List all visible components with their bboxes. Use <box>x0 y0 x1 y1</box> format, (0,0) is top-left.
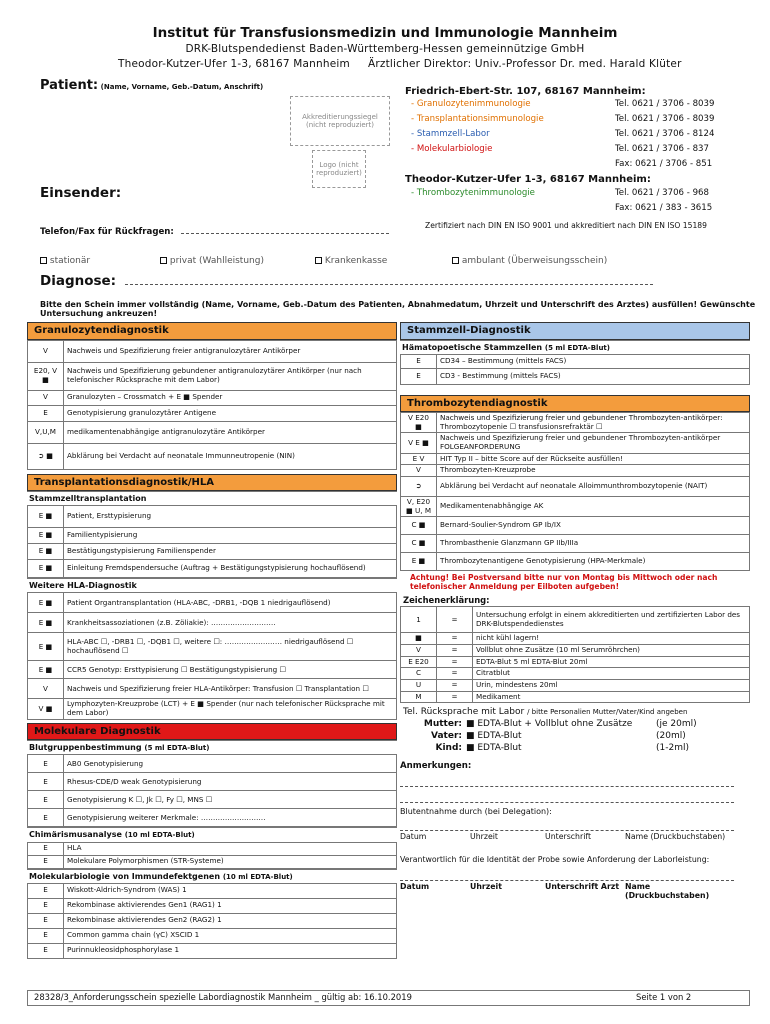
table-row[interactable] <box>28 362 397 390</box>
contact-thrombo: - Thrombozytenimmunologie <box>411 188 535 198</box>
table-row[interactable] <box>401 535 750 553</box>
row-text: CCR5 Genotyp: Ersttypisierung ☐ Bestätigungstypisierung ☐ <box>64 661 397 679</box>
table-row[interactable] <box>401 368 750 384</box>
accreditation-seal-placeholder: Akkreditierungssiegel (nicht reproduziert) <box>290 96 390 146</box>
row-code: E ■ <box>28 661 64 679</box>
row-code: E <box>28 791 64 809</box>
row-code: E ■ <box>28 560 64 578</box>
row-code: E <box>28 405 64 421</box>
rueck-amount: (je 20ml) <box>656 718 697 729</box>
table-row[interactable] <box>28 883 397 898</box>
legend-table <box>400 606 750 703</box>
granulo-header: Granulozytendiagnostik <box>27 322 397 340</box>
row-code: V <box>28 340 64 362</box>
row-text: Krankheitsassoziationen (z.B. Zöliakie): ……………………… <box>64 613 397 633</box>
row-text: Wiskott-Aldrich-Syndrom (WAS) 1 <box>64 883 397 898</box>
status-label: privat (Wahlleistung) <box>169 256 264 266</box>
certification-note: Zertifiziert nach DIN EN ISO 9001 und akkreditiert nach DIN EN ISO 15189 <box>425 221 707 230</box>
legend-eq: = <box>437 633 473 645</box>
row-code: V <box>28 390 64 405</box>
legend-row <box>401 679 750 691</box>
table-row[interactable] <box>28 421 397 443</box>
table-row[interactable] <box>28 679 397 699</box>
mol-table-1 <box>27 754 397 827</box>
row-code: E20, V ■ <box>28 362 64 390</box>
row-text: Einleitung Fremdspendersuche (Auftrag + Bestätigungstypisierung hochauflösend) <box>64 560 397 578</box>
table-row[interactable] <box>28 755 397 773</box>
thrombo-header: Thrombozytendiagnostik <box>400 395 750 413</box>
table-row[interactable] <box>28 613 397 633</box>
transplant-sub2: Weitere HLA-Diagnostik <box>27 578 397 592</box>
row-code: E ■ <box>28 506 64 528</box>
row-text: Patient, Ersttypisierung <box>64 506 397 528</box>
row-text: HIT Typ II – bitte Score auf der Rückseite ausfüllen! <box>437 453 750 465</box>
status-label: stationär <box>49 256 91 266</box>
legend-title: Zeichenerklärung: <box>403 594 490 605</box>
legend-row <box>401 645 750 657</box>
legend-sym: ■ <box>401 633 437 645</box>
patient-block[interactable] <box>40 79 263 94</box>
anmerk-label: Anmerkungen: <box>400 760 472 771</box>
row-text: Purinnukleosidphosphorylase 1 <box>64 943 397 958</box>
table-row[interactable] <box>28 661 397 679</box>
left-column <box>27 322 397 959</box>
row-code: V <box>28 679 64 699</box>
organization-logo-placeholder: Logo (nicht reproduziert) <box>312 150 366 188</box>
table-row[interactable] <box>28 928 397 943</box>
table-row[interactable] <box>401 465 750 477</box>
sig-labels-2 <box>400 883 750 901</box>
table-row[interactable] <box>28 633 397 661</box>
blut-label: Blutentnahme durch (bei Delegation): <box>400 807 552 817</box>
sig-labels-1 <box>400 833 750 842</box>
legend-sym: E E20 <box>401 656 437 668</box>
row-text: Nachweis und Spezifizierung freier und gebundener Thrombozyten-antikörper: Thrombozytopenie ☐ transfusionsrefraktär ☐ <box>437 413 750 433</box>
molekular-header: Molekulare Diagnostik <box>27 723 397 741</box>
stamm-sub: Hämatopoetische Stammzellen (5 ml EDTA-Blut) <box>400 340 750 354</box>
granulo-table <box>27 340 397 470</box>
transplant-table-1 <box>27 505 397 578</box>
table-row[interactable] <box>28 560 397 578</box>
row-code: V,U,M <box>28 421 64 443</box>
legend-text: Citratblut <box>473 668 750 680</box>
contact-address-2: Theodor-Kutzer-Ufer 1-3, 68167 Mannheim: <box>405 174 651 185</box>
row-code: V <box>401 465 437 477</box>
table-row[interactable] <box>401 354 750 368</box>
row-text: CD3 - Bestimmung (mittels FACS) <box>437 368 750 384</box>
row-text: Abklärung bei Verdacht auf neonatale Immunneutropenie (NIN) <box>64 443 397 469</box>
status-label: ambulant (Überweisungsschein) <box>461 256 608 266</box>
rueck-amount: (20ml) <box>656 730 686 741</box>
table-row[interactable] <box>28 913 397 928</box>
diagnose-field[interactable] <box>40 274 653 290</box>
row-text: Nachweis und Spezifizierung freier HLA-Antikörper: Transfusion ☐ Transplantation ☐ <box>64 679 397 699</box>
row-text: Molekulare Polymorphismen (STR-Systeme) <box>64 855 397 868</box>
right-column <box>400 322 750 900</box>
legend-eq: = <box>437 645 473 657</box>
table-row[interactable] <box>401 477 750 497</box>
row-code: E ■ <box>28 633 64 661</box>
rueck-what: ■ EDTA-Blut <box>466 742 522 753</box>
patient-label: Patient: <box>40 78 99 93</box>
row-code: V E20 ■ <box>401 413 437 433</box>
table-row[interactable] <box>28 855 397 868</box>
row-text: Rekombinase aktivierendes Gen1 (RAG1) 1 <box>64 898 397 913</box>
table-row[interactable] <box>28 699 397 719</box>
rueck-row <box>404 718 750 730</box>
signature-label: Datum <box>400 831 427 841</box>
signature-label: Unterschrift <box>545 831 592 841</box>
verant-label: Verantwortlich für die Identität der Probe sowie Anforderung der Laborleistung: <box>400 854 710 864</box>
legend-row <box>401 633 750 645</box>
row-code: E <box>28 809 64 827</box>
row-code: E <box>28 883 64 898</box>
rueck-what: ■ EDTA-Blut <box>466 730 522 741</box>
contact-granulo: - Granulozytenimmunologie <box>411 99 531 109</box>
verant-sig-line[interactable] <box>400 865 734 881</box>
status-label: Krankenkasse <box>324 256 388 266</box>
sender-label: Einsender: <box>40 185 122 201</box>
blut-sig-line[interactable] <box>400 817 734 831</box>
signature-label: Unterschrift Arzt <box>545 881 620 891</box>
row-text: AB0 Genotypisierung <box>64 755 397 773</box>
rueck-who: Mutter: <box>423 718 462 729</box>
legend-sym: U <box>401 679 437 691</box>
row-code: V, E20 ■ U, M <box>401 497 437 517</box>
contact-molekular: - Molekularbiologie <box>411 144 493 154</box>
rueck-amount: (1-2ml) <box>656 742 689 753</box>
checkbox-icon[interactable] <box>160 257 167 264</box>
table-row[interactable] <box>28 809 397 827</box>
row-text: Granulozyten – Crossmatch + E ■ Spender <box>64 390 397 405</box>
director: Ärztlicher Direktor: Univ.-Professor Dr. med. Harald Klüter <box>368 58 682 70</box>
legend-row <box>401 607 750 633</box>
checkbox-icon[interactable] <box>315 257 322 264</box>
row-text: Rhesus-CDE/D weak Genotypisierung <box>64 773 397 791</box>
molekular-sub1: Blutgruppenbestimmung (5 ml EDTA-Blut) <box>27 740 397 754</box>
row-text: Bernard-Soulier-Syndrom GP Ib/IX <box>437 517 750 535</box>
signature-label: Uhrzeit <box>470 881 502 891</box>
rueck-title: Tel. Rücksprache mit Labor / bitte Personalien Mutter/Vater/Kind angeben <box>403 707 688 718</box>
row-text: Familientypisierung <box>64 528 397 544</box>
table-row[interactable] <box>401 497 750 517</box>
table-row[interactable] <box>401 413 750 433</box>
legend-eq: = <box>437 607 473 633</box>
row-code: E V <box>401 453 437 465</box>
row-text: Bestätigungstypisierung Familienspender <box>64 544 397 560</box>
row-text: Common gamma chain (γC) XSCID 1 <box>64 928 397 943</box>
rueck-what: ■ EDTA-Blut + Vollblut ohne Zusätze <box>466 718 633 729</box>
row-code: E <box>28 855 64 868</box>
contact-thrombo-phone: Tel. 0621 / 3706 - 968 <box>615 188 709 198</box>
table-row[interactable] <box>28 340 397 362</box>
transplant-sub1: Stammzelltransplantation <box>27 491 397 505</box>
rueck-who: Vater: <box>431 730 462 741</box>
legend-text: Medikament <box>473 691 750 703</box>
row-text: Medikamentenabhängige AK <box>437 497 750 517</box>
legend-eq: = <box>437 656 473 668</box>
table-row[interactable] <box>28 773 397 791</box>
row-code: E <box>28 755 64 773</box>
checkbox-icon[interactable] <box>40 257 47 264</box>
molekular-sub3: Molekularbiologie von Immundefektgenen (10 ml EDTA-Blut) <box>27 869 397 883</box>
legend-eq: = <box>437 679 473 691</box>
row-code: E ■ <box>28 528 64 544</box>
row-text: Abklärung bei Verdacht auf neonatale Alloimmunthrombozytopenie (NAIT) <box>437 477 750 497</box>
status-privat[interactable] <box>160 256 264 266</box>
footer-right: Seite 1 von 2 <box>636 992 692 1002</box>
rueck-row <box>404 730 750 742</box>
mol-table-3 <box>27 883 397 959</box>
transplant-header: Transplantationsdiagnostik/HLA <box>27 474 397 492</box>
row-text: Nachweis und Spezifizierung freier und gebundener Thrombozyten-antikörper FOLGEANFORDERUNG <box>437 433 750 453</box>
table-row[interactable] <box>28 593 397 613</box>
checkbox-icon[interactable] <box>452 257 459 264</box>
contact-granulo-phone: Tel. 0621 / 3706 - 8039 <box>615 99 715 109</box>
contact-transplant: - Transplantationsimmunologie <box>411 114 544 124</box>
row-code: E <box>28 773 64 791</box>
contact-stammzell-phone: Tel. 0621 / 3706 - 8124 <box>615 129 715 139</box>
row-code: E <box>28 943 64 958</box>
legend-eq: = <box>437 691 473 703</box>
legend-sym: M <box>401 691 437 703</box>
table-row[interactable] <box>28 791 397 809</box>
signature-label: Name (Druckbuchstaben) <box>625 881 710 900</box>
row-code: E <box>28 913 64 928</box>
contact-stammzell: - Stammzell-Labor <box>411 129 490 139</box>
legend-eq: = <box>437 668 473 680</box>
signature-label: Name (Druckbuchstaben) <box>625 831 726 841</box>
rueck-row <box>404 742 750 754</box>
stamm-table <box>400 354 750 385</box>
row-code: E <box>28 898 64 913</box>
status-ambulant[interactable] <box>452 256 607 266</box>
row-text: HLA-ABC ☐, -DRB1 ☐, -DQB1 ☐, weitere ☐: …………………… niedrigauflösend ☐ hochauflösend ☐ <box>64 633 397 661</box>
table-row[interactable] <box>28 943 397 958</box>
row-text: Genotypisierung weiterer Merkmale: ……………………… <box>64 809 397 827</box>
anmerk-line-2[interactable] <box>400 787 734 803</box>
transplant-table-2 <box>27 592 397 719</box>
anmerk-line-1[interactable] <box>400 771 734 787</box>
thrombo-warning: Achtung! Bei Postversand bitte nur von Montag bis Mittwoch oder nach telefonischer Anmeldung per Eilboten aufgeben! <box>410 573 718 592</box>
row-text: Genotypisierung granulozytärer Antigene <box>64 405 397 421</box>
legend-sym: 1 <box>401 607 437 633</box>
row-code: E ■ <box>28 544 64 560</box>
row-code: E <box>28 928 64 943</box>
row-text: Patient Organtransplantation (HLA-ABC, -DRB1, -DQB 1 niedrigauflösend) <box>64 593 397 613</box>
status-krankenkasse[interactable] <box>315 256 387 266</box>
table-row[interactable] <box>28 842 397 855</box>
rueck-rows <box>400 718 750 754</box>
molekular-sub2: Chimärismusanalyse (10 ml EDTA-Blut) <box>27 827 397 841</box>
signature-label: Datum <box>400 881 430 891</box>
row-text: Lymphozyten-Kreuzprobe (LCT) + E ■ Spender (nur nach telefonischer Rücksprache mit dem Labor) <box>64 699 397 719</box>
legend-sym: C <box>401 668 437 680</box>
legend-text: EDTA-Blut 5 ml EDTA-Blut 20ml <box>473 656 750 668</box>
table-row[interactable] <box>401 517 750 535</box>
table-row[interactable] <box>401 453 750 465</box>
org-line: DRK-Blutspendedienst Baden-Württemberg-Hessen gemeinnützige GmbH <box>185 43 585 55</box>
patient-hint: (Name, Vorname, Geb.-Datum, Anschrift) <box>100 83 264 91</box>
legend-row <box>401 656 750 668</box>
contact-transplant-phone: Tel. 0621 / 3706 - 8039 <box>615 114 715 124</box>
legend-text: Vollblut ohne Zusätze (10 ml Serumröhrchen) <box>473 645 750 657</box>
row-text: Genotypisierung K ☐, Jk ☐, Fy ☐, MNS ☐ <box>64 791 397 809</box>
table-row[interactable] <box>28 506 397 528</box>
row-text: Thrombozyten-Kreuzprobe <box>437 465 750 477</box>
row-text: HLA <box>64 842 397 855</box>
diagnose-label: Diagnose: <box>40 273 117 289</box>
table-row[interactable] <box>28 898 397 913</box>
legend-sym: V <box>401 645 437 657</box>
status-stationaer[interactable] <box>40 256 90 266</box>
row-code: C ■ <box>401 535 437 553</box>
legend-text: nicht kühl lagern! <box>473 633 750 645</box>
signature-label: Uhrzeit <box>470 831 498 841</box>
table-row[interactable] <box>401 553 750 571</box>
row-code: ➲ <box>401 477 437 497</box>
row-code: ➲ ■ <box>28 443 64 469</box>
table-row[interactable] <box>28 443 397 469</box>
row-code: E ■ <box>28 593 64 613</box>
row-code: E <box>401 354 437 368</box>
sender-phone-field[interactable] <box>40 226 389 238</box>
row-text: Thrombozytenantigene Genotypisierung (HPA-Merkmale) <box>437 553 750 571</box>
table-row[interactable] <box>28 390 397 405</box>
table-row[interactable] <box>401 433 750 453</box>
legend-text: Untersuchung erfolgt in einem akkreditierten und zertifizierten Labor des DRK-Blutspendedienstes <box>473 607 750 633</box>
org-address: Theodor-Kutzer-Ufer 1-3, 68167 Mannheim <box>118 58 350 70</box>
row-code: E <box>28 842 64 855</box>
row-code: V E ■ <box>401 433 437 453</box>
row-code: E <box>401 368 437 384</box>
legend-text: Urin, mindestens 20ml <box>473 679 750 691</box>
contact-fax-1: Fax: 0621 / 3706 - 851 <box>615 159 713 169</box>
thrombo-table <box>400 412 750 571</box>
page-title: Institut für Transfusionsmedizin und Immunologie Mannheim <box>152 25 618 41</box>
table-row[interactable] <box>28 405 397 421</box>
row-text: Thrombasthenie Glanzmann GP IIb/IIIa <box>437 535 750 553</box>
rueck-who: Kind: <box>435 742 462 753</box>
row-text: Nachweis und Spezifizierung freier antigranulozytärer Antikörper <box>64 340 397 362</box>
contact-fax-2: Fax: 0621 / 383 - 3615 <box>615 203 713 213</box>
row-text: Nachweis und Spezifizierung gebundener antigranulozytärer Antikörper (nur nach telefonischer Rücksprache mit dem Labor) <box>64 362 397 390</box>
row-text: Rekombinase aktivierendes Gen2 (RAG2) 1 <box>64 913 397 928</box>
sender-phone-label: Telefon/Fax für Rückfragen: <box>40 227 174 237</box>
row-code: V ■ <box>28 699 64 719</box>
contact-molekular-phone: Tel. 0621 / 3706 - 837 <box>615 144 709 154</box>
row-code: E ■ <box>401 553 437 571</box>
footer-left: 28328/3_Anforderungsschein spezielle Labordiagnostik Mannheim _ gültig ab: 16.10.2019 <box>34 992 412 1002</box>
mol-table-2 <box>27 842 397 869</box>
form-notice: Bitte den Schein immer vollständig (Name, Vorname, Geb.-Datum des Patienten, Abnahmedatum, Uhrzeit und Unterschrift des Arztes) ausfüllen! Gewünschte Untersuchung ankreuzen! <box>40 300 756 319</box>
stamm-header: Stammzell-Diagnostik <box>400 322 750 340</box>
row-text: CD34 – Bestimmung (mittels FACS) <box>437 354 750 368</box>
row-code: E ■ <box>28 613 64 633</box>
row-text: medikamentenabhängige antigranulozytäre Antikörper <box>64 421 397 443</box>
legend-row <box>401 668 750 680</box>
legend-row <box>401 691 750 703</box>
table-row[interactable] <box>28 544 397 560</box>
table-row[interactable] <box>28 528 397 544</box>
row-code: C ■ <box>401 517 437 535</box>
contact-address-1: Friedrich-Ebert-Str. 107, 68167 Mannheim: <box>405 86 646 97</box>
